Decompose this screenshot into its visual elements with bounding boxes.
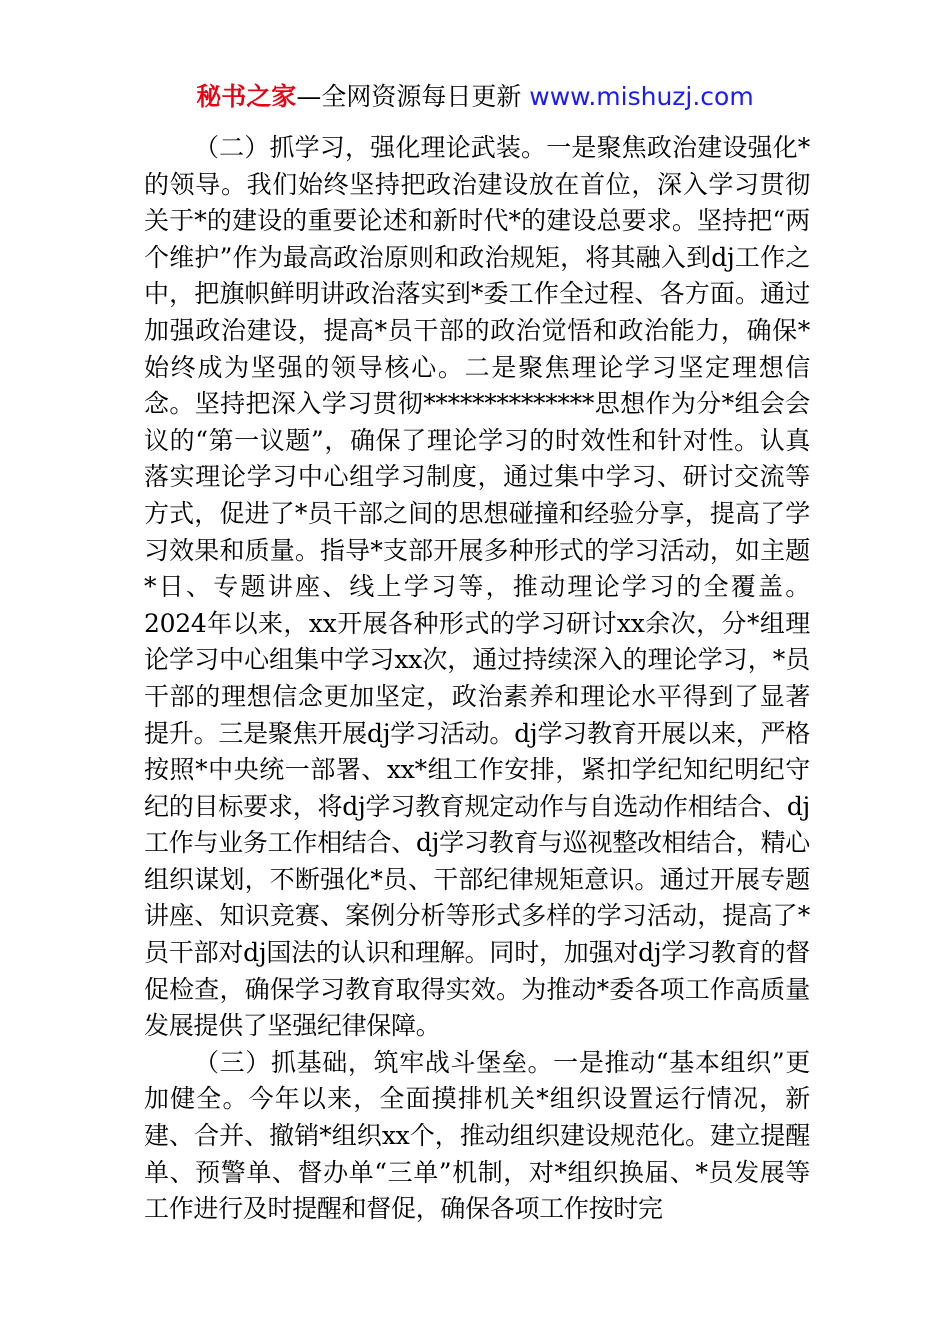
site-header <box>0 80 950 114</box>
paragraph-study: （二）抓学习，强化理论武装。一是聚焦政治建设强化*的领导。我们始终坚持把政治建设放在首位，深入学习贯彻关于*的建设的重要论述和新时代*的建设总要求。坚持把“两个维护”作为最高政治原则和政治规矩，将其融入到dj工作之中，把旗帜鲜明讲政治落实到*委工作全过程、各方面。通过加强政治建设，提高*员干部的政治觉悟和政治能力，确保*始终成为坚强的领导核心。二是聚焦理论学习坚定理想信念。坚持把深入学习贯彻**************思想作为分*组会会议的“第一议题”，确保了理论学习的时效性和针对性。认真落实理论学习中心组学习制度，通过集中学习、研讨交流等方式，促进了*员干部之间的思想碰撞和经验分享，提高了学习效果和质量。指导*支部开展多种形式的学习活动，如主题*日、专题讲座、线上学习等，推动理论学习的全覆盖。2024年以来，xx开展各种形式的学习研讨xx余次，分*组理论学习中心组集中学习xx次，通过持续深入的理论学习，*员干部的理想信念更加坚定，政治素养和理论水平得到了显著提升。三是聚焦开展dj学习活动。dj学习教育开展以来，严格按照*中央统一部署、xx*组工作安排，紧扣学纪知纪明纪守纪的目标要求，将dj学习教育规定动作与自选动作相结合、dj工作与业务工作相结合、dj学习教育与巡视整改相结合，精心组织谋划，不断强化*员、干部纪律规矩意识。通过开展专题讲座、知识竞赛、案例分析等形式多样的学习活动，提高了*员干部对dj国法的认识和理解。同时，加强对dj学习教育的督促检查，确保学习教育取得实效。为推动*委各项工作高质量发展提供了坚强纪律保障。 <box>144 133 810 1041</box>
site-url-link[interactable]: www.mishuzj.com <box>529 82 754 111</box>
paragraph-foundation: （三）抓基础，筑牢战斗堡垒。一是推动“基本组织”更加健全。今年以来，全面摸排机关*组织设置运行情况，新建、合并、撤销*组织xx个，推动组织建设规范化。建立提醒单、预警单、督办单“三单”机制，对*组织换届、*员发展等工作进行及时提醒和督促，确保各项工作按时完 <box>144 1047 810 1224</box>
brand-name: 秘书之家 <box>196 82 297 111</box>
header-tagline: —全网资源每日更新 <box>296 82 522 111</box>
document-body <box>144 130 810 1228</box>
